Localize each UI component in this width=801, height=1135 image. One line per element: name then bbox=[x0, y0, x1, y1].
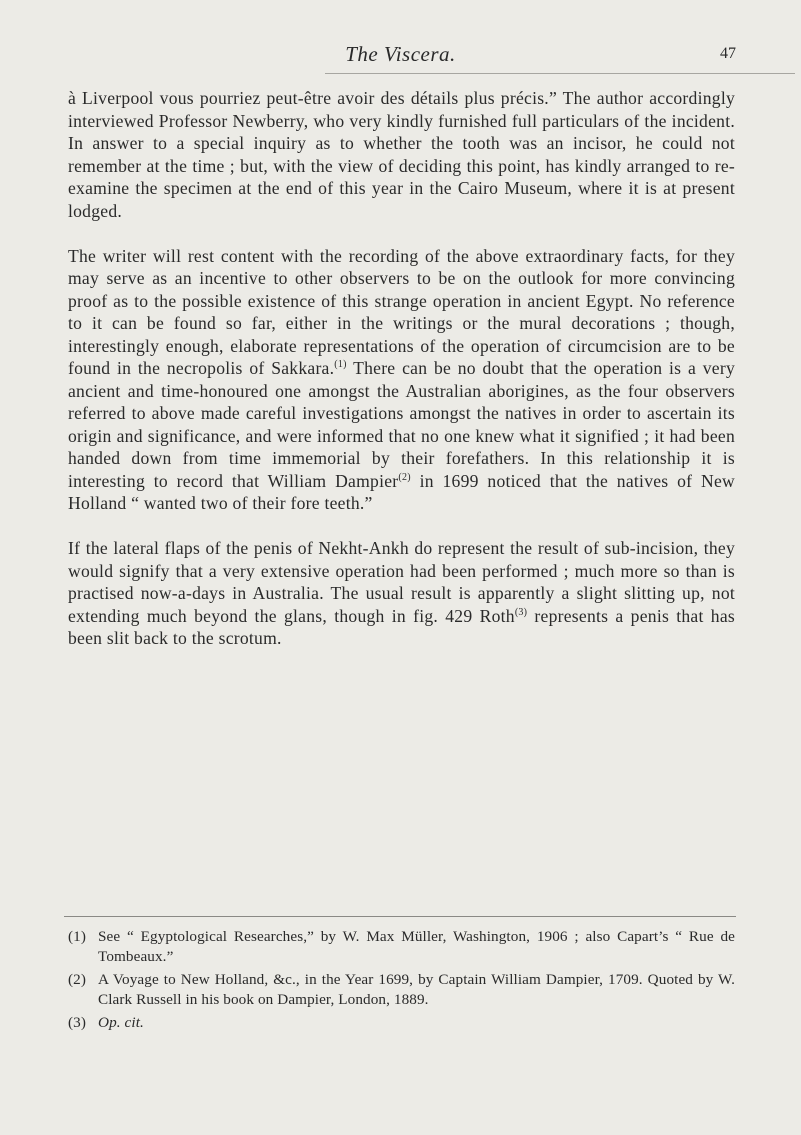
paragraph-text: There can be no doubt that the operation is a very ancient and time-honoured one amongst the Australian aborigines, as the four observers referred to above made careful investigations amongst the natives in order to ascertain its origin and significance, and were informed that no one knew what it signified ; it had been handed down from time immemorial by their forefathers. In this relationship it is interesting to record that William Dampier bbox=[68, 358, 735, 491]
page-number: 47 bbox=[720, 45, 736, 62]
footnote-text: Op. cit. bbox=[98, 1014, 144, 1031]
footnote-text: See “ Egyptological Researches,” by W. Max Müller, Washington, 1906 ; also Capart’s “ Rue de Tombeaux.” bbox=[98, 928, 735, 965]
page-header bbox=[0, 42, 801, 72]
footnote-ref-1: (1) bbox=[334, 359, 347, 371]
footnote-rule bbox=[64, 916, 736, 917]
footnotes bbox=[68, 927, 735, 1037]
paragraph-1 bbox=[68, 87, 735, 222]
footnote-ref-3: (3) bbox=[514, 606, 528, 618]
header-rule bbox=[325, 73, 795, 74]
running-title: The Viscera. bbox=[345, 42, 456, 66]
paragraph-text: à Liverpool vous pourriez peut-être avoir des détails plus précis.” The author accordingly interviewed Professor Newberry, who very kindly furnished full particulars of the incident. In answer to a special inquiry as to whether the tooth was an incisor, he could not remember at the time ; but, with the view of deciding this point, has kindly arranged to re-examine the specimen at the end of this year in the Cairo Museum, where it is at present lodged. bbox=[68, 88, 735, 221]
paragraph-3 bbox=[68, 537, 735, 650]
paragraph-text: The writer will rest content with the recording of the above extraordinary facts, for they may serve as an incentive to other observers to be on the outlook for more convincing proof as to the possible existence of this strange operation in ancient Egypt. No reference to it can be found so far, either in the writings or the mural decorations ; though, interestingly enough, elaborate representations of the operation of circumcision are to be found in the necropolis of Sakkara. bbox=[68, 245, 735, 378]
footnote-text: A Voyage to New Holland, &c., in the Year 1699, by Captain William Dampier, 1709. Quoted by W. Clark Russell in his book on Dampier, London, 1889. bbox=[98, 971, 735, 1008]
footnote-ref-2: (2) bbox=[398, 471, 411, 483]
paragraph-text: If the lateral flaps of the penis of Nekht-Ankh do represent the result of sub-incision, they would signify that a very extensive operation had been performed ; much more so than is practised now-a-days in Australia. The usual result is apparently a slight slitting up, not extending much beyond the glans, though in fig. 429 Roth bbox=[68, 538, 735, 626]
footnote-number: (1) bbox=[68, 928, 87, 945]
footnote-number: (3) bbox=[68, 1014, 87, 1031]
paragraph-2 bbox=[68, 245, 735, 515]
paragraph-text: represents a penis that has been slit back to the scrotum. bbox=[68, 605, 736, 648]
footnote-number: (2) bbox=[68, 971, 87, 988]
footnote-2 bbox=[68, 970, 735, 1009]
body-text bbox=[68, 87, 735, 672]
footnote-1 bbox=[68, 927, 735, 966]
paragraph-text: in 1699 noticed that the natives of New Holland “ wanted two of their fore teeth.” bbox=[68, 470, 735, 513]
footnote-3 bbox=[68, 1013, 735, 1033]
